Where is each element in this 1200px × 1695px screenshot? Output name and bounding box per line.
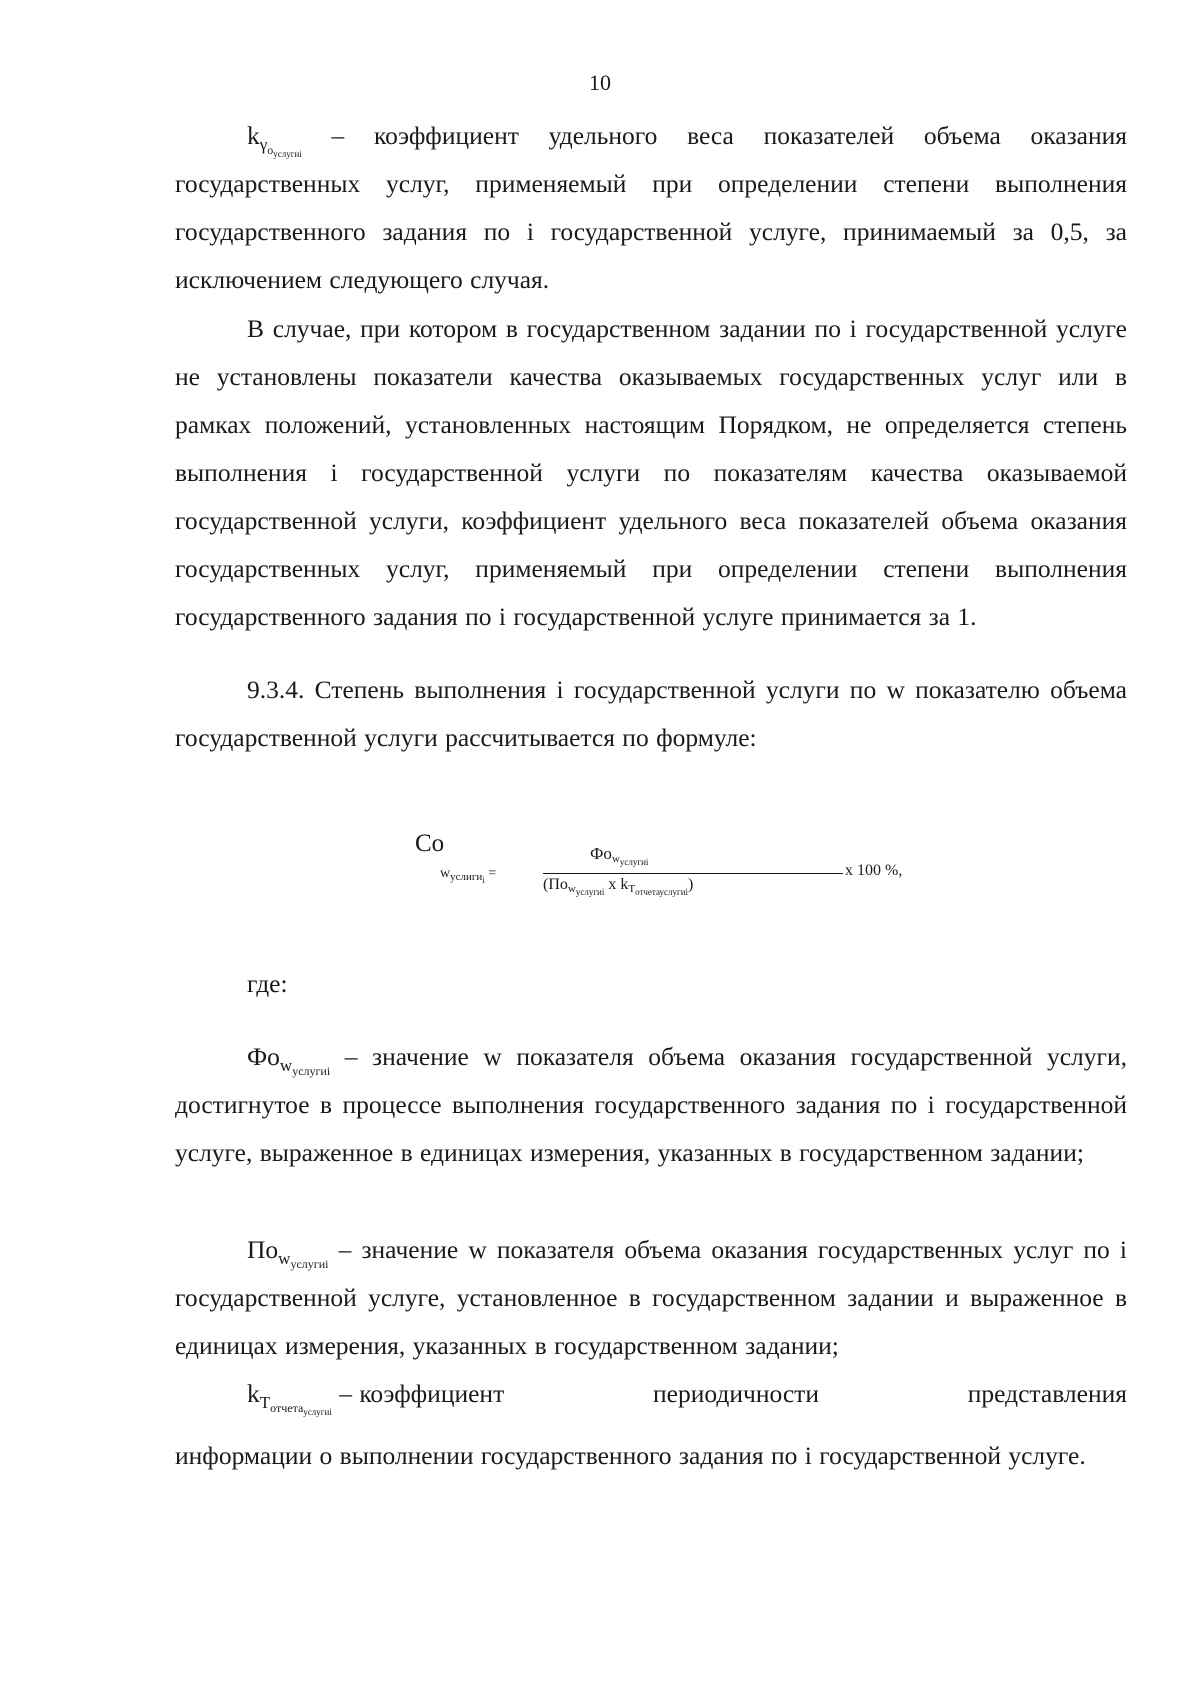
formula-denominator: ($По_{w_{услугиi}}$ x $k_{T_{отчетауслугиi}}$) <box>543 876 694 897</box>
definition-kt-first-line: $k_{T_{отчета_{услугиi}}}$ – коэффициент периодичности представления <box>247 1379 1127 1417</box>
page-number: 10 <box>589 70 611 95</box>
fo-symbol: $Фо_{w_{услугиi}}$ <box>247 1042 331 1078</box>
definition-kt-text: информации о выполнении государственного задания по i государственной услуге. <box>175 1441 1086 1470</box>
definition-po-text: услуг по i государственной услуге, установленное в государственном задании и выраженное в единицах измерения, указанных в государственном задании; <box>175 1235 1128 1360</box>
paragraph-exception-case: В случае, при котором в государственном задании по i государственной услуге не установлены показатели качества оказываемых государственных услуг или в рамках положений, установленных настоящим Порядком, не определяется степень выполнения i государственной услуги по показателям качества оказываемой государственной услуги, коэффициент удельного веса показателей объема оказания государственных услуг, применяемый при определении степени выполнения государственного задания по i государственной услуге принимается за 1. <box>175 314 1127 631</box>
formula-multiplier: x 100 %, <box>845 862 903 879</box>
formula-lhs-subscript: $w_{услиги_i}$ = <box>440 866 497 885</box>
definition-po: $По_{w_{услугиi}}$ – значение w показателя объема оказания государственных услуг по i государственной услуге, установленное в государственном задании и выраженное в единицах измерения, указанных в государственном задании; <box>175 1235 1128 1360</box>
definition-k-gamma: $k_{\gamma_{о_{услугиi}}}$ – коэффициент удельного веса показателей объема оказания государственных услуг, применяемый при определении степени выполнения государственного задания по i государственной услуге, принимаемый за 0,5, за исключением следующего случая. <box>175 121 1127 294</box>
definition-fo: $Фо_{w_{услугиi}}$ – значение w показателя объема оказания государственной услуги, достигнутое в процессе выполнения государственного задания по i государственной услуге, выраженное в единицах измерения, указанных в государственном задании; <box>175 1042 1127 1167</box>
paragraph-9-3-4: 9.3.4. Степень выполнения i государственной услуги по w показателю объема государственной услуги рассчитывается по формуле: <box>175 675 1127 752</box>
formula-co <box>415 830 935 920</box>
formula-co-label: Co <box>415 830 445 857</box>
definition-kt <box>175 1370 1127 1480</box>
k-gamma-symbol: $k_{\gamma_{о_{услугиi}}}$ <box>247 121 302 159</box>
formula-numerator: $Фо_{w_{услугиi}}$ <box>590 844 649 867</box>
formula-fraction-bar <box>543 873 843 874</box>
definition-k-gamma-text: государственных услуг, применяемый при определении степени выполнения государственного задания по i государственной услуге, принимаемый за 0,5, за исключением следующего случая. <box>175 169 1127 294</box>
kt-symbol: $k_{T_{отчета_{услугиi}}}$ <box>247 1379 332 1417</box>
definition-fo-text: услуги, достигнутое в процессе выполнения государственного задания по i государственной услуге, выраженное в единицах измерения, указанных в государственном задании; <box>175 1042 1127 1167</box>
where-label: где: <box>247 969 288 998</box>
po-symbol: $По_{w_{услугиi}}$ <box>247 1235 329 1271</box>
